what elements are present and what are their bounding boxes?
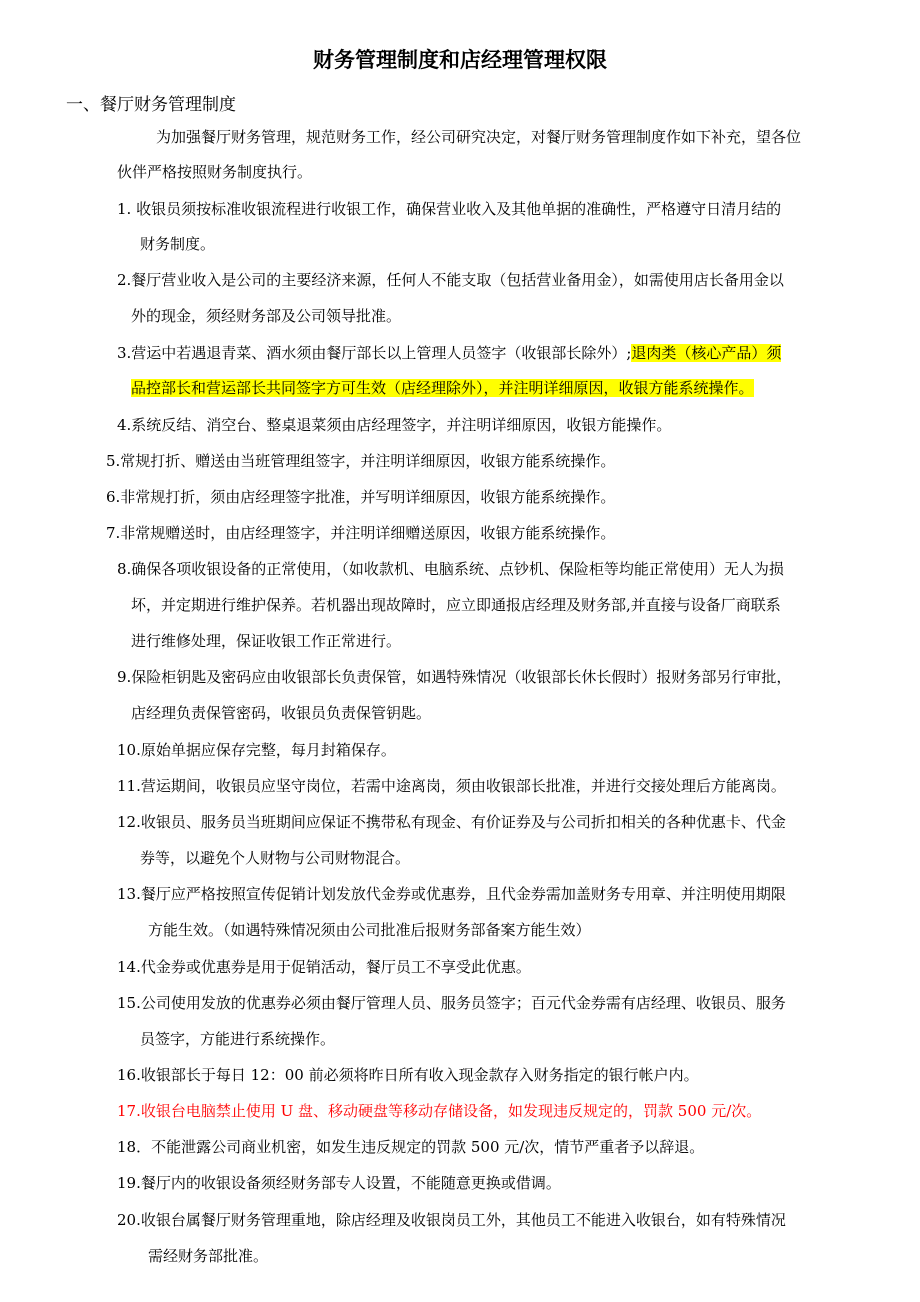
rule-9-line-1: 9.保险柜钥匙及密码应由收银部长负责保管，如遇特殊情况（收银部长休长假时）报财务部另行审批， bbox=[117, 668, 792, 686]
intro-line-1: 为加强餐厅财务管理，规范财务工作，经公司研究决定，对餐厅财务管理制度作如下补充，望各位 bbox=[156, 128, 802, 146]
rule-3-highlight-2: 品控部长和营运部长共同签字方可生效（店经理除外），并注明详细原因，收银方能系统操作。 bbox=[131, 379, 754, 397]
rule-5: 5.常规打折、赠送由当班管理组签字，并注明详细原因，收银方能系统操作。 bbox=[106, 452, 616, 470]
intro-line-2: 伙伴严格按照财务制度执行。 bbox=[117, 163, 313, 181]
rule-6: 6.非常规打折，须由店经理签字批准，并写明详细原因，收银方能系统操作。 bbox=[106, 488, 616, 506]
rule-15-line-1: 15.公司使用发放的优惠券必须由餐厅管理人员、服务员签字；百元代金券需有店经理、收银员、服务 bbox=[117, 994, 786, 1012]
rule-15-line-2: 员签字，方能进行系统操作。 bbox=[140, 1030, 336, 1048]
page-title: 财务管理制度和店经理管理权限 bbox=[313, 48, 607, 72]
rule-12-line-2: 券等，以避免个人财物与公司财物混合。 bbox=[140, 849, 411, 867]
rule-13-line-2: 方能生效。（如遇特殊情况须由公司批准后报财务部备案方能生效） bbox=[148, 921, 591, 939]
rule-8-line-2: 坏，并定期进行维护保养。若机器出现故障时，应立即通报店经理及财务部,并直接与设备厂商联系 bbox=[131, 596, 781, 614]
rule-18: 18．不能泄露公司商业机密，如发生违反规定的罚款 500 元/次，情节严重者予以辞退。 bbox=[117, 1138, 705, 1156]
rule-8-line-1: 8.确保各项收银设备的正常使用，（如收款机、电脑系统、点钞机、保险柜等均能正常使用）无人为损 bbox=[117, 560, 784, 578]
section-heading: 一、餐厅财务管理制度 bbox=[66, 95, 236, 115]
rule-8-line-3: 进行维修处理，保证收银工作正常进行。 bbox=[131, 632, 402, 650]
rule-20-line-1: 20.收银台属餐厅财务管理重地，除店经理及收银岗员工外，其他员工不能进入收银台，如有特殊情况 bbox=[117, 1211, 786, 1229]
rule-3-line-1 bbox=[117, 343, 781, 363]
rule-9-line-2: 店经理负责保管密码，收银员负责保管钥匙。 bbox=[131, 704, 432, 722]
rule-1-line-1: 1. 收银员须按标准收银流程进行收银工作，确保营业收入及其他单据的准确性，严格遵守日清月结的 bbox=[117, 200, 782, 218]
rule-2-line-2: 外的现金，须经财务部及公司领导批准。 bbox=[131, 307, 402, 325]
rule-3-line-2 bbox=[131, 378, 754, 398]
rule-1-line-2: 财务制度。 bbox=[140, 235, 216, 253]
rule-3-plain: 3.营运中若遇退青菜、酒水须由餐厅部长以上管理人员签字（收银部长除外）; bbox=[117, 344, 632, 362]
rule-20-line-2: 需经财务部批准。 bbox=[148, 1247, 269, 1265]
rule-11: 11.营运期间，收银员应坚守岗位，若需中途离岗，须由收银部长批准，并进行交接处理后方能离岗。 bbox=[117, 777, 786, 795]
rule-2-line-1: 2.餐厅营业收入是公司的主要经济来源，任何人不能支取（包括营业备用金），如需使用店长备用金以 bbox=[117, 271, 784, 289]
rule-17-warning: 17.收银台电脑禁止使用 U 盘、移动硬盘等移动存储设备，如发现违反规定的，罚款 500 元/次。 bbox=[117, 1102, 762, 1120]
rule-7: 7.非常规赠送时，由店经理签字，并注明详细赠送原因，收银方能系统操作。 bbox=[106, 524, 616, 542]
rule-4: 4.系统反结、消空台、整桌退菜须由店经理签字，并注明详细原因，收银方能操作。 bbox=[117, 416, 672, 434]
rule-3-highlight-1: 退肉类（核心产品）须 bbox=[631, 344, 782, 362]
rule-10: 10.原始单据应保存完整，每月封箱保存。 bbox=[117, 741, 396, 759]
rule-12-line-1: 12.收银员、服务员当班期间应保证不携带私有现金、有价证券及与公司折扣相关的各种优惠卡、代金 bbox=[117, 813, 786, 831]
rule-13-line-1: 13.餐厅应严格按照宣传促销计划发放代金券或优惠券，且代金券需加盖财务专用章、并注明使用期限 bbox=[117, 885, 786, 903]
rule-16: 16.收银部长于每日 12：00 前必须将昨日所有收入现金款存入财务指定的银行帐户内。 bbox=[117, 1066, 699, 1084]
rule-19: 19.餐厅内的收银设备须经财务部专人设置，不能随意更换或借调。 bbox=[117, 1174, 561, 1192]
rule-14: 14.代金券或优惠券是用于促销活动，餐厅员工不享受此优惠。 bbox=[117, 958, 531, 976]
